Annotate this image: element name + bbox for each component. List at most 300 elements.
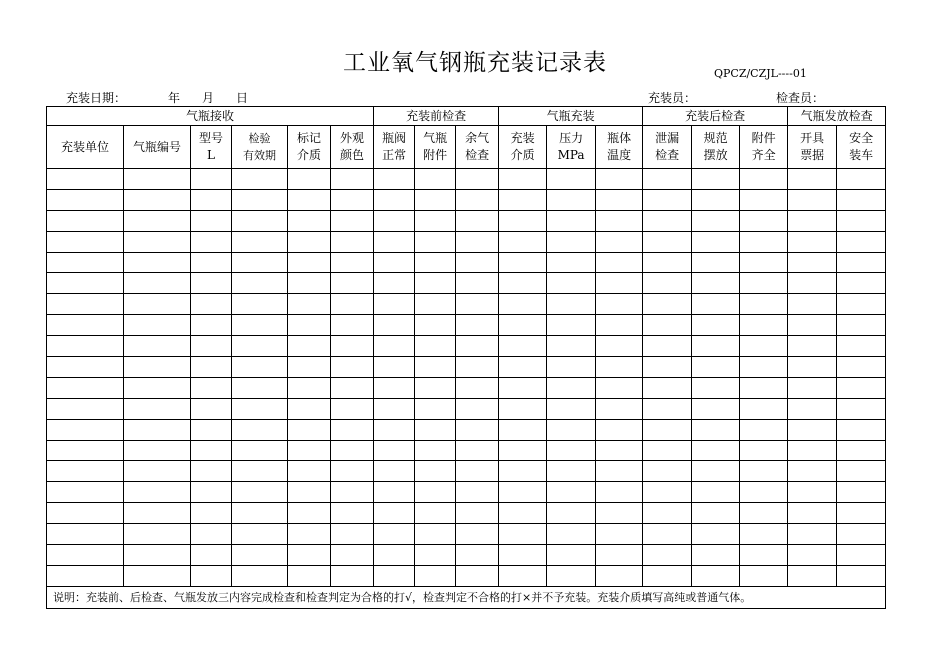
entry-cell[interactable] [232,524,288,545]
entry-cell[interactable] [788,377,837,398]
entry-cell[interactable] [547,482,596,503]
entry-cell[interactable] [499,461,547,482]
entry-cell[interactable] [740,461,788,482]
entry-cell[interactable] [643,231,692,252]
entry-cell[interactable] [288,398,331,419]
entry-cell[interactable] [596,461,643,482]
entry-cell[interactable] [740,294,788,315]
entry-cell[interactable] [596,357,643,378]
entry-cell[interactable] [837,524,886,545]
entry-cell[interactable] [47,169,124,190]
entry-cell[interactable] [331,336,374,357]
entry-cell[interactable] [456,273,499,294]
entry-cell[interactable] [191,169,232,190]
entry-cell[interactable] [288,169,331,190]
entry-cell[interactable] [547,398,596,419]
entry-cell[interactable] [837,357,886,378]
entry-cell[interactable] [643,482,692,503]
entry-cell[interactable] [331,357,374,378]
entry-cell[interactable] [191,398,232,419]
entry-cell[interactable] [374,357,415,378]
entry-cell[interactable] [740,419,788,440]
entry-cell[interactable] [232,545,288,566]
entry-cell[interactable] [456,189,499,210]
entry-cell[interactable] [499,273,547,294]
entry-cell[interactable] [331,169,374,190]
entry-cell[interactable] [499,315,547,336]
entry-cell[interactable] [692,419,740,440]
entry-cell[interactable] [643,189,692,210]
entry-cell[interactable] [191,419,232,440]
entry-cell[interactable] [331,398,374,419]
entry-cell[interactable] [837,377,886,398]
entry-cell[interactable] [643,377,692,398]
entry-cell[interactable] [191,210,232,231]
entry-cell[interactable] [547,440,596,461]
entry-cell[interactable] [232,482,288,503]
entry-cell[interactable] [288,419,331,440]
entry-cell[interactable] [837,503,886,524]
entry-cell[interactable] [837,169,886,190]
entry-cell[interactable] [232,273,288,294]
entry-cell[interactable] [499,398,547,419]
entry-cell[interactable] [547,231,596,252]
entry-cell[interactable] [499,294,547,315]
entry-cell[interactable] [596,440,643,461]
entry-cell[interactable] [331,461,374,482]
entry-cell[interactable] [374,315,415,336]
entry-cell[interactable] [415,231,456,252]
entry-cell[interactable] [331,377,374,398]
entry-cell[interactable] [288,294,331,315]
entry-cell[interactable] [191,252,232,273]
entry-cell[interactable] [232,294,288,315]
entry-cell[interactable] [547,545,596,566]
entry-cell[interactable] [596,315,643,336]
entry-cell[interactable] [499,169,547,190]
entry-cell[interactable] [232,398,288,419]
entry-cell[interactable] [788,294,837,315]
entry-cell[interactable] [788,336,837,357]
entry-cell[interactable] [788,461,837,482]
entry-cell[interactable] [547,377,596,398]
entry-cell[interactable] [191,231,232,252]
entry-cell[interactable] [788,440,837,461]
entry-cell[interactable] [232,357,288,378]
entry-cell[interactable] [456,524,499,545]
entry-cell[interactable] [456,252,499,273]
entry-cell[interactable] [456,294,499,315]
entry-cell[interactable] [692,440,740,461]
entry-cell[interactable] [232,565,288,586]
entry-cell[interactable] [191,336,232,357]
entry-cell[interactable] [740,189,788,210]
entry-cell[interactable] [232,252,288,273]
entry-cell[interactable] [788,545,837,566]
entry-cell[interactable] [596,545,643,566]
entry-cell[interactable] [415,419,456,440]
entry-cell[interactable] [374,440,415,461]
entry-cell[interactable] [643,524,692,545]
entry-cell[interactable] [499,377,547,398]
entry-cell[interactable] [740,336,788,357]
entry-cell[interactable] [288,231,331,252]
entry-cell[interactable] [837,336,886,357]
entry-cell[interactable] [456,357,499,378]
entry-cell[interactable] [499,419,547,440]
entry-cell[interactable] [47,461,124,482]
entry-cell[interactable] [331,503,374,524]
entry-cell[interactable] [740,565,788,586]
entry-cell[interactable] [331,419,374,440]
entry-cell[interactable] [740,273,788,294]
entry-cell[interactable] [837,565,886,586]
entry-cell[interactable] [643,440,692,461]
entry-cell[interactable] [124,503,191,524]
entry-cell[interactable] [456,169,499,190]
entry-cell[interactable] [47,273,124,294]
entry-cell[interactable] [191,503,232,524]
entry-cell[interactable] [374,210,415,231]
entry-cell[interactable] [124,231,191,252]
entry-cell[interactable] [415,252,456,273]
entry-cell[interactable] [47,482,124,503]
entry-cell[interactable] [415,357,456,378]
entry-cell[interactable] [47,440,124,461]
entry-cell[interactable] [415,461,456,482]
entry-cell[interactable] [415,315,456,336]
entry-cell[interactable] [643,294,692,315]
entry-cell[interactable] [124,294,191,315]
entry-cell[interactable] [47,315,124,336]
entry-cell[interactable] [191,357,232,378]
entry-cell[interactable] [374,189,415,210]
entry-cell[interactable] [596,231,643,252]
entry-cell[interactable] [415,503,456,524]
entry-cell[interactable] [232,231,288,252]
entry-cell[interactable] [415,189,456,210]
entry-cell[interactable] [374,482,415,503]
entry-cell[interactable] [788,231,837,252]
entry-cell[interactable] [692,231,740,252]
entry-cell[interactable] [374,503,415,524]
entry-cell[interactable] [456,503,499,524]
entry-cell[interactable] [232,440,288,461]
entry-cell[interactable] [374,273,415,294]
entry-cell[interactable] [547,336,596,357]
entry-cell[interactable] [692,252,740,273]
entry-cell[interactable] [788,503,837,524]
entry-cell[interactable] [692,398,740,419]
entry-cell[interactable] [788,357,837,378]
entry-cell[interactable] [499,524,547,545]
entry-cell[interactable] [740,524,788,545]
entry-cell[interactable] [788,482,837,503]
entry-cell[interactable] [692,336,740,357]
entry-cell[interactable] [788,210,837,231]
entry-cell[interactable] [596,252,643,273]
entry-cell[interactable] [191,377,232,398]
entry-cell[interactable] [788,565,837,586]
entry-cell[interactable] [191,482,232,503]
entry-cell[interactable] [124,336,191,357]
entry-cell[interactable] [499,231,547,252]
entry-cell[interactable] [596,336,643,357]
entry-cell[interactable] [47,210,124,231]
entry-cell[interactable] [788,524,837,545]
entry-cell[interactable] [692,273,740,294]
entry-cell[interactable] [547,315,596,336]
entry-cell[interactable] [124,440,191,461]
entry-cell[interactable] [456,315,499,336]
entry-cell[interactable] [288,461,331,482]
entry-cell[interactable] [499,210,547,231]
entry-cell[interactable] [191,461,232,482]
entry-cell[interactable] [499,545,547,566]
entry-cell[interactable] [456,565,499,586]
entry-cell[interactable] [374,377,415,398]
entry-cell[interactable] [415,294,456,315]
entry-cell[interactable] [456,210,499,231]
entry-cell[interactable] [837,482,886,503]
entry-cell[interactable] [288,440,331,461]
entry-cell[interactable] [47,357,124,378]
entry-cell[interactable] [788,189,837,210]
entry-cell[interactable] [499,565,547,586]
entry-cell[interactable] [596,273,643,294]
entry-cell[interactable] [374,461,415,482]
entry-cell[interactable] [740,357,788,378]
entry-cell[interactable] [288,377,331,398]
entry-cell[interactable] [124,189,191,210]
entry-cell[interactable] [692,565,740,586]
entry-cell[interactable] [331,315,374,336]
entry-cell[interactable] [331,252,374,273]
entry-cell[interactable] [740,440,788,461]
entry-cell[interactable] [47,398,124,419]
entry-cell[interactable] [499,440,547,461]
entry-cell[interactable] [415,336,456,357]
entry-cell[interactable] [596,377,643,398]
entry-cell[interactable] [331,231,374,252]
entry-cell[interactable] [331,294,374,315]
entry-cell[interactable] [499,357,547,378]
entry-cell[interactable] [547,524,596,545]
entry-cell[interactable] [415,273,456,294]
entry-cell[interactable] [288,336,331,357]
entry-cell[interactable] [415,169,456,190]
entry-cell[interactable] [191,189,232,210]
entry-cell[interactable] [456,231,499,252]
entry-cell[interactable] [124,482,191,503]
entry-cell[interactable] [837,231,886,252]
entry-cell[interactable] [692,315,740,336]
entry-cell[interactable] [124,210,191,231]
entry-cell[interactable] [124,398,191,419]
entry-cell[interactable] [788,419,837,440]
entry-cell[interactable] [288,357,331,378]
entry-cell[interactable] [415,210,456,231]
entry-cell[interactable] [692,357,740,378]
entry-cell[interactable] [837,461,886,482]
entry-cell[interactable] [288,565,331,586]
entry-cell[interactable] [47,231,124,252]
entry-cell[interactable] [788,273,837,294]
entry-cell[interactable] [124,357,191,378]
entry-cell[interactable] [191,440,232,461]
entry-cell[interactable] [788,398,837,419]
entry-cell[interactable] [331,482,374,503]
entry-cell[interactable] [191,545,232,566]
entry-cell[interactable] [837,294,886,315]
entry-cell[interactable] [47,503,124,524]
entry-cell[interactable] [288,315,331,336]
entry-cell[interactable] [547,565,596,586]
entry-cell[interactable] [837,210,886,231]
entry-cell[interactable] [837,398,886,419]
entry-cell[interactable] [124,252,191,273]
entry-cell[interactable] [415,482,456,503]
entry-cell[interactable] [124,169,191,190]
entry-cell[interactable] [124,524,191,545]
entry-cell[interactable] [643,503,692,524]
entry-cell[interactable] [232,210,288,231]
entry-cell[interactable] [692,482,740,503]
entry-cell[interactable] [232,169,288,190]
entry-cell[interactable] [124,419,191,440]
entry-cell[interactable] [374,524,415,545]
entry-cell[interactable] [288,210,331,231]
entry-cell[interactable] [47,419,124,440]
entry-cell[interactable] [47,377,124,398]
entry-cell[interactable] [415,545,456,566]
entry-cell[interactable] [596,210,643,231]
entry-cell[interactable] [47,336,124,357]
entry-cell[interactable] [415,377,456,398]
entry-cell[interactable] [740,252,788,273]
entry-cell[interactable] [643,169,692,190]
entry-cell[interactable] [415,440,456,461]
entry-cell[interactable] [596,294,643,315]
entry-cell[interactable] [415,398,456,419]
entry-cell[interactable] [288,189,331,210]
entry-cell[interactable] [788,252,837,273]
entry-cell[interactable] [232,419,288,440]
entry-cell[interactable] [596,398,643,419]
entry-cell[interactable] [374,419,415,440]
entry-cell[interactable] [288,273,331,294]
entry-cell[interactable] [837,315,886,336]
entry-cell[interactable] [124,273,191,294]
entry-cell[interactable] [643,336,692,357]
entry-cell[interactable] [456,377,499,398]
entry-cell[interactable] [47,545,124,566]
entry-cell[interactable] [740,210,788,231]
entry-cell[interactable] [331,524,374,545]
entry-cell[interactable] [547,294,596,315]
entry-cell[interactable] [692,545,740,566]
entry-cell[interactable] [331,189,374,210]
entry-cell[interactable] [124,315,191,336]
entry-cell[interactable] [837,189,886,210]
entry-cell[interactable] [692,189,740,210]
entry-cell[interactable] [740,315,788,336]
entry-cell[interactable] [643,545,692,566]
entry-cell[interactable] [288,482,331,503]
entry-cell[interactable] [232,377,288,398]
entry-cell[interactable] [374,336,415,357]
entry-cell[interactable] [692,294,740,315]
entry-cell[interactable] [788,169,837,190]
entry-cell[interactable] [837,273,886,294]
entry-cell[interactable] [740,482,788,503]
entry-cell[interactable] [643,252,692,273]
entry-cell[interactable] [499,503,547,524]
entry-cell[interactable] [232,189,288,210]
entry-cell[interactable] [374,294,415,315]
entry-cell[interactable] [288,252,331,273]
entry-cell[interactable] [692,524,740,545]
entry-cell[interactable] [499,336,547,357]
entry-cell[interactable] [191,294,232,315]
entry-cell[interactable] [124,377,191,398]
entry-cell[interactable] [456,545,499,566]
entry-cell[interactable] [374,565,415,586]
entry-cell[interactable] [740,169,788,190]
entry-cell[interactable] [740,545,788,566]
entry-cell[interactable] [191,565,232,586]
entry-cell[interactable] [547,189,596,210]
entry-cell[interactable] [547,252,596,273]
entry-cell[interactable] [692,210,740,231]
entry-cell[interactable] [740,377,788,398]
entry-cell[interactable] [47,252,124,273]
entry-cell[interactable] [596,169,643,190]
entry-cell[interactable] [837,419,886,440]
entry-cell[interactable] [643,398,692,419]
entry-cell[interactable] [415,524,456,545]
entry-cell[interactable] [47,565,124,586]
entry-cell[interactable] [331,210,374,231]
entry-cell[interactable] [740,231,788,252]
entry-cell[interactable] [692,377,740,398]
entry-cell[interactable] [499,189,547,210]
entry-cell[interactable] [124,565,191,586]
entry-cell[interactable] [124,461,191,482]
entry-cell[interactable] [547,419,596,440]
entry-cell[interactable] [47,189,124,210]
entry-cell[interactable] [837,252,886,273]
entry-cell[interactable] [124,545,191,566]
entry-cell[interactable] [547,273,596,294]
entry-cell[interactable] [643,419,692,440]
entry-cell[interactable] [456,440,499,461]
entry-cell[interactable] [47,524,124,545]
entry-cell[interactable] [643,273,692,294]
entry-cell[interactable] [288,524,331,545]
entry-cell[interactable] [643,315,692,336]
entry-cell[interactable] [374,252,415,273]
entry-cell[interactable] [374,398,415,419]
entry-cell[interactable] [374,169,415,190]
entry-cell[interactable] [596,503,643,524]
entry-cell[interactable] [374,545,415,566]
entry-cell[interactable] [456,398,499,419]
entry-cell[interactable] [547,503,596,524]
entry-cell[interactable] [331,273,374,294]
entry-cell[interactable] [643,357,692,378]
entry-cell[interactable] [499,252,547,273]
